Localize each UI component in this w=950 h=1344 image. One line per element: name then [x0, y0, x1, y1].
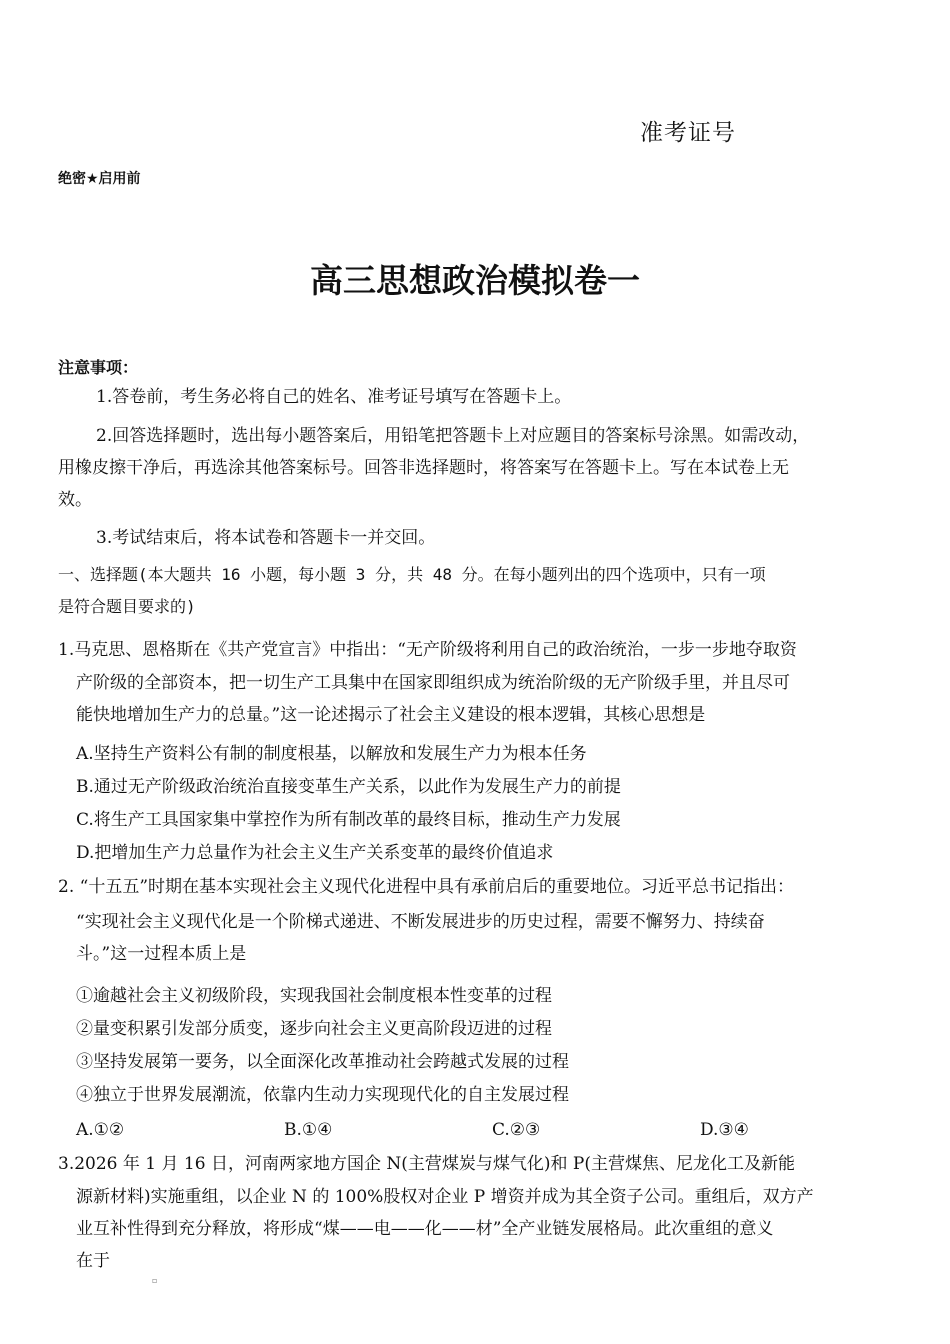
section-heading-line-2: 是符合题目要求的): [58, 597, 196, 616]
q2-option-b: B.①④: [284, 1120, 333, 1140]
q1-stem-line-3: 能快地增加生产力的总量。”这一论述揭示了社会主义建设的根本逻辑，其核心思想是: [76, 705, 706, 725]
q2-stem-line-1: 2. “十五五”时期在基本实现社会主义现代化进程中具有承前启后的重要地位。习近平总书记指出：: [58, 877, 795, 897]
q1-option-b: B.通过无产阶级政治统治直接变革生产关系，以此作为发展生产力的前提: [76, 777, 621, 797]
notice-heading: 注意事项：: [58, 358, 139, 377]
q2-option-c: C.②③: [492, 1120, 541, 1140]
q2-statement-4: ④独立于世界发展潮流，依靠内生动力实现现代化的自主发展过程: [76, 1085, 569, 1105]
q2-options: [76, 1114, 796, 1147]
q3-stem-line-4: 在于: [76, 1251, 110, 1271]
notice-item-1: 1.答卷前，考生务必将自己的姓名、准考证号填写在答题卡上。: [96, 387, 572, 407]
q1-stem-line-1: 1.马克思、恩格斯在《共产党宣言》中指出：“无产阶级将利用自己的政治统治，一步一步地夺取资: [58, 640, 797, 660]
q1-option-a: A.坚持生产资料公有制的制度根基，以解放和发展生产力为根本任务: [76, 744, 587, 764]
q2-statement-3: ③坚持发展第一要务，以全面深化改革推动社会跨越式发展的过程: [76, 1052, 569, 1072]
q2-option-a: A.①②: [76, 1120, 125, 1140]
scan-speck: ▫: [152, 1276, 158, 1285]
q3-stem-line-2: 源新材料)实施重组，以企业 N 的 100%股权对企业 P 增资并成为其全资子公司。重组后，双方产: [76, 1187, 814, 1207]
q2-statement-1: ①逾越社会主义初级阶段，实现我国社会制度根本性变革的过程: [76, 986, 552, 1006]
q2-option-d: D.③④: [700, 1120, 749, 1140]
q1-option-d: D.把增加生产力总量作为社会主义生产关系变革的最终价值追求: [76, 843, 554, 863]
q2-stem-line-2: “实现社会主义现代化是一个阶梯式递进、不断发展进步的历史过程，需要不懈努力、持续奋: [76, 912, 765, 932]
q2-stem-line-3: 斗。”这一过程本质上是: [76, 944, 247, 964]
section-heading-line-1: 一、选择题(本大题共 16 小题，每小题 3 分，共 48 分。在每小题列出的四个选项中，只有一项: [58, 565, 766, 584]
page-title: 高三思想政治模拟卷一: [310, 261, 640, 300]
q3-stem-line-1: 3.2026 年 1 月 16 日，河南两家地方国企 N(主营煤炭与煤气化)和 P(主营煤焦、尼龙化工及新能: [58, 1154, 795, 1174]
secret-label: 绝密★启用前: [58, 171, 141, 187]
notice-item-3: 3.考试结束后，将本试卷和答题卡一并交回。: [96, 528, 436, 548]
q2-statement-2: ②量变积累引发部分质变，逐步向社会主义更高阶段迈进的过程: [76, 1019, 552, 1039]
ticket-number-label: 准考证号: [640, 120, 736, 146]
notice-item-2-line-2: 用橡皮擦干净后，再选涂其他答案标号。回答非选择题时，将答案写在答题卡上。写在本试卷上无: [58, 458, 789, 478]
notice-item-2-line-1: 2.回答选择题时，选出每小题答案后，用铅笔把答题卡上对应题目的答案标号涂黑。如需改动，: [96, 426, 810, 446]
q3-stem-line-3: 业互补性得到充分释放，将形成“煤——电——化——材”全产业链发展格局。此次重组的意义: [76, 1219, 774, 1239]
q1-option-c: C.将生产工具国家集中掌控作为所有制改革的最终目标，推动生产力发展: [76, 810, 621, 830]
notice-item-2-line-3: 效。: [58, 490, 92, 510]
q1-stem-line-2: 产阶级的全部资本，把一切生产工具集中在国家即组织成为统治阶级的无产阶级手里，并且尽可: [76, 673, 790, 693]
